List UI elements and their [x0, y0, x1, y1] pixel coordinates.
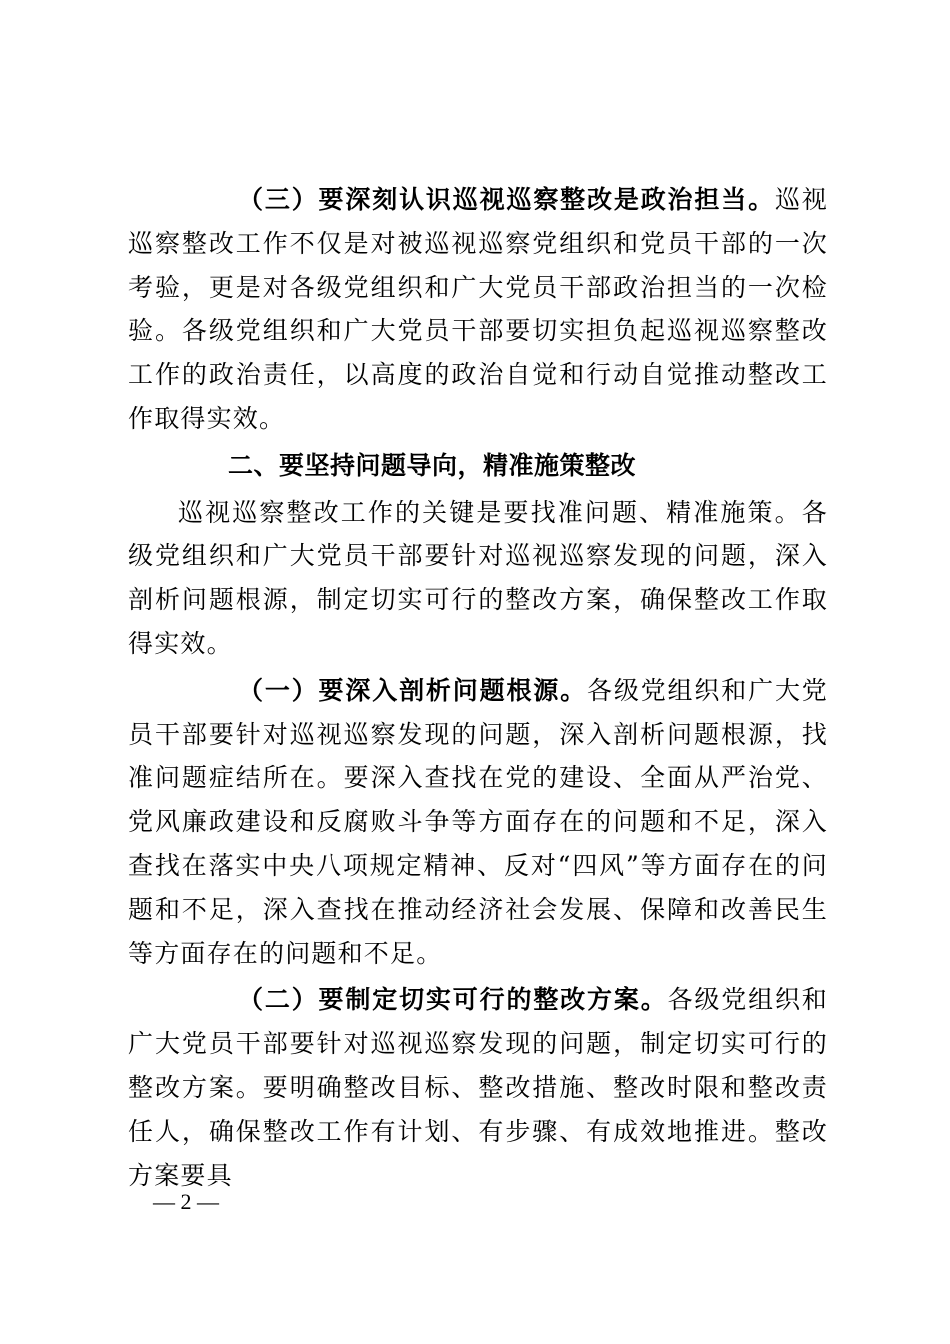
paragraph-rectification-plan: [128, 978, 828, 1197]
paragraph-body: 巡视巡察整改工作不仅是对被巡视巡察党组织和党员干部的一次考验，更是对各级党组织和广大党员干部政治担当的一次检验。各级党组织和广大党员干部要切实担负起巡视巡察整改工作的政治责任，以高度的政治自觉和行动自觉推动整改工作取得实效。: [128, 185, 828, 433]
section-heading-two: 二、要坚持问题导向，精准施策整改: [228, 450, 637, 480]
paragraph-body: 各级党组织和广大党员干部要针对巡视巡察发现的问题，制定切实可行的整改方案。要明确整改目标、整改措施、整改时限和整改责任人，确保整改工作有计划、有步骤、有成效地推进。整改方案要具: [128, 985, 828, 1190]
paragraph-body: 巡视巡察整改工作的关键是要找准问题、精准施策。各级党组织和广大党员干部要针对巡视巡察发现的问题，深入剖析问题根源，制定切实可行的整改方案，确保整改工作取得实效。: [128, 497, 828, 658]
page-number: — 2 —: [153, 1189, 219, 1214]
subheading-three: （三）要深刻认识巡视巡察整改是政治担当。: [238, 185, 775, 214]
subheading-two: （二）要制定切实可行的整改方案。: [238, 985, 668, 1015]
subheading-one: （一）要深入剖析问题根源。: [238, 675, 588, 705]
paragraph-body: 各级党组织和广大党员干部要针对巡视巡察发现的问题，深入剖析问题根源，找准问题症结所在。要深入查找在党的建设、全面从严治党、党风廉政建设和反腐败斗争等方面存在的问题和不足，深入查找在落实中央八项规定精神、反对“四风”等方面存在的问题和不足，深入查找在推动经济社会发展、保障和改善民生等方面存在的问题和不足。: [128, 675, 828, 968]
paragraph-political-responsibility: [128, 178, 828, 441]
paragraph-section-intro: [128, 491, 828, 666]
paragraph-root-cause: [128, 669, 828, 976]
document-page: [128, 178, 828, 1197]
